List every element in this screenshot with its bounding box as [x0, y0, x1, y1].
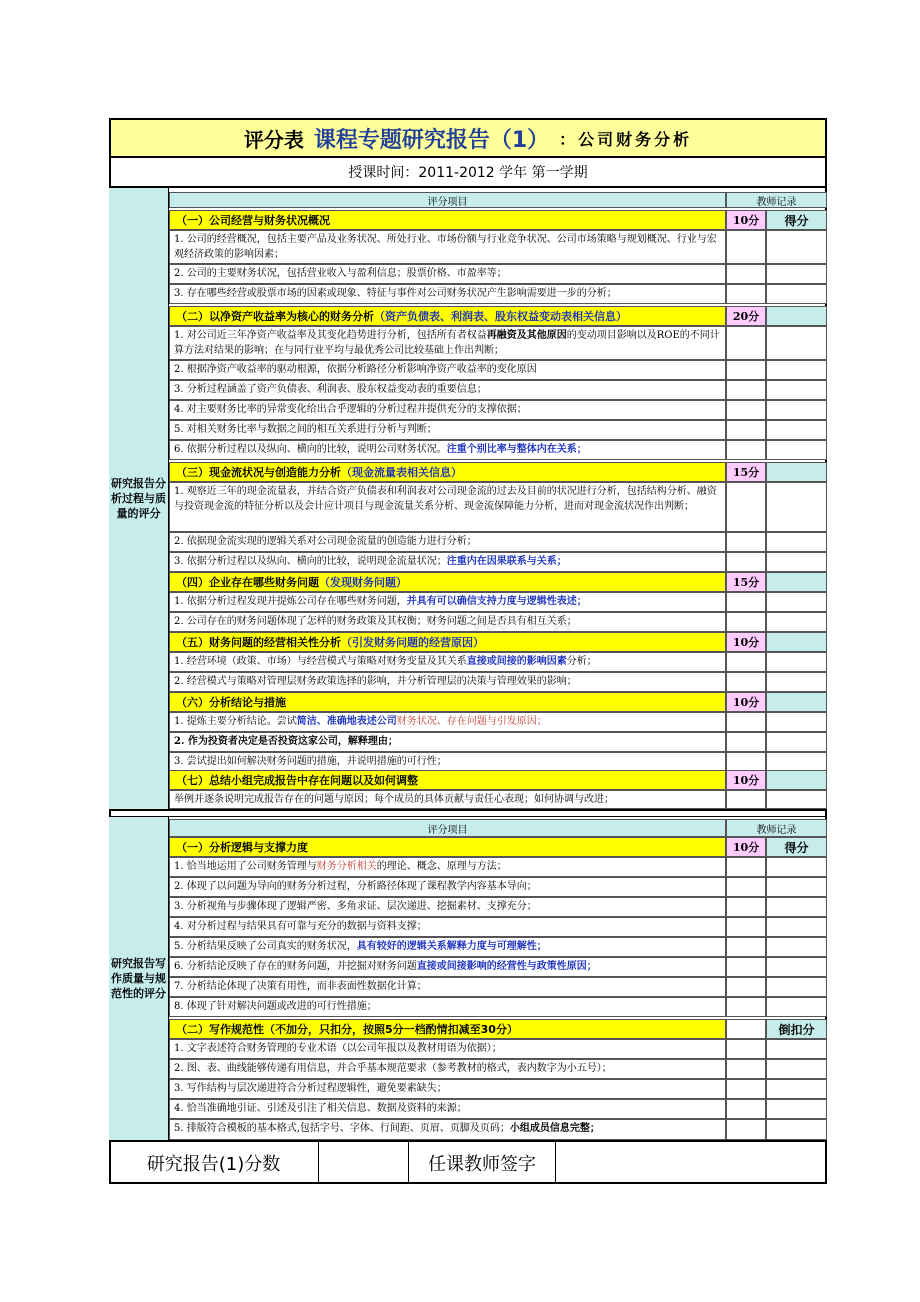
- item-text: 2. 体现了以问题为导向的财务分析过程，分析路径体现了课程教学内容基本导向；: [169, 877, 726, 897]
- score-cell[interactable]: [766, 612, 827, 632]
- category-title: （二）写作规范性（不加分，只扣分，按照5分一档酌情扣减至30分）: [169, 1019, 726, 1039]
- list-item: [169, 1099, 827, 1119]
- list-item: [169, 997, 827, 1017]
- list-item: [169, 917, 827, 937]
- points-cell[interactable]: [726, 612, 766, 632]
- points-cell[interactable]: [726, 264, 766, 284]
- item-text: [169, 552, 726, 572]
- score-label: 得分: [766, 210, 827, 230]
- list-item: [169, 1039, 827, 1059]
- score-cell[interactable]: [766, 482, 827, 532]
- points-cell[interactable]: [726, 482, 766, 532]
- list-item: [169, 380, 827, 400]
- list-item: [169, 732, 827, 752]
- points-cell[interactable]: [726, 592, 766, 612]
- item-text-a: 5. 分析结果反映了公司真实的财务状况，: [174, 941, 357, 952]
- section-label: 研究报告分析过程与质量的评分: [109, 188, 169, 809]
- score-cell[interactable]: [766, 230, 827, 264]
- score-cell[interactable]: [766, 652, 827, 672]
- list-item: [169, 977, 827, 997]
- category-points: 15分: [726, 462, 766, 482]
- list-item: [169, 592, 827, 612]
- item-text: [169, 652, 726, 672]
- item-text-a: 6. 分析结论反映了存在的财务问题，并挖掘对财务问题: [174, 961, 417, 972]
- score-cell[interactable]: [766, 572, 827, 592]
- category-row: [169, 572, 827, 592]
- item-text: 2. 根据净资产收益率的驱动根源，依据分析路径分析影响净资产收益率的变化原因: [169, 360, 726, 380]
- item-text: 7. 分析结论体现了决策有用性，而非表面性数据化计算；: [169, 977, 726, 997]
- page-title: [109, 118, 827, 158]
- category-title: [169, 632, 726, 652]
- item-text: [169, 326, 726, 360]
- item-text: 3. 写作结构与层次递进符合分析过程逻辑性，避免要素缺失；: [169, 1079, 726, 1099]
- score-cell[interactable]: [766, 692, 827, 712]
- item-text-b: 直接或间接的影响因素: [466, 656, 567, 667]
- item-text-c: 分析；: [566, 656, 597, 667]
- score-cell[interactable]: [766, 632, 827, 652]
- term-line: 授课时间：2011-2012 学年 第一学期: [109, 158, 827, 188]
- category-points: 20分: [726, 306, 766, 326]
- points-cell[interactable]: [726, 857, 766, 877]
- points-cell[interactable]: [726, 380, 766, 400]
- item-text: 2. 作为投资者决定是否投资这家公司，解释理由；: [169, 732, 726, 752]
- list-item: [169, 1119, 827, 1140]
- category-title-b: （发现财务问题）: [319, 576, 407, 589]
- section-analysis-quality: [109, 188, 827, 809]
- score-cell[interactable]: [766, 380, 827, 400]
- header-teacher: 教师记录: [726, 819, 827, 837]
- score-cell[interactable]: [766, 532, 827, 552]
- points-cell[interactable]: [726, 1059, 766, 1079]
- list-item: [169, 552, 827, 572]
- item-text: 3. 存在哪些经营或股票市场的因素或现象、特征与事件对公司财务状况产生影响需要进一步的分析；: [169, 284, 726, 304]
- item-text-b: 并具有可以确信支持力度与逻辑性表述；: [406, 596, 587, 607]
- score-cell[interactable]: [766, 997, 827, 1017]
- points-cell[interactable]: [726, 552, 766, 572]
- category-title: （六）分析结论与措施: [169, 692, 726, 712]
- title-main: 课程专题研究报告（1）: [313, 127, 550, 153]
- header-item: 评分项目: [169, 192, 726, 208]
- item-text: 4. 对分析过程与结果具有可靠与充分的数据与资料支撑；: [169, 917, 726, 937]
- list-item: [169, 532, 827, 552]
- score-cell[interactable]: [766, 592, 827, 612]
- category-row: [169, 632, 827, 652]
- item-text: [169, 1119, 726, 1140]
- points-cell[interactable]: [726, 284, 766, 304]
- item-text: [169, 937, 726, 957]
- list-item: [169, 400, 827, 420]
- score-cell[interactable]: [766, 770, 827, 790]
- teacher-sign-label: 任课教师签字: [409, 1142, 556, 1184]
- list-item: [169, 790, 827, 809]
- list-item: [169, 440, 827, 460]
- score-cell[interactable]: [766, 1039, 827, 1059]
- item-text: 3. 分析过程涵盖了资产负债表、利润表、股东权益变动表的重要信息；: [169, 380, 726, 400]
- points-cell[interactable]: [726, 1099, 766, 1119]
- score-cell[interactable]: [766, 937, 827, 957]
- score-cell[interactable]: [766, 284, 827, 304]
- score-cell[interactable]: [766, 360, 827, 380]
- score-cell[interactable]: [766, 326, 827, 360]
- points-cell[interactable]: [726, 230, 766, 264]
- item-text: 3. 分析视角与步骤体现了逻辑严密、多角求证、层次递进、挖掘素材、支撑充分；: [169, 897, 726, 917]
- item-text-b: 注重内在因果联系与关系；: [446, 556, 567, 567]
- score-cell[interactable]: [766, 897, 827, 917]
- section-writing-quality: [109, 817, 827, 1140]
- item-text: 2. 图、表、曲线能够传递有用信息，并合乎基本规范要求（参考教材的格式，表内数字为小五号）；: [169, 1059, 726, 1079]
- score-cell[interactable]: [766, 672, 827, 692]
- category-points: 10分: [726, 632, 766, 652]
- score-label: 倒扣分: [766, 1019, 827, 1039]
- score-cell[interactable]: [766, 306, 827, 326]
- score-cell[interactable]: [766, 877, 827, 897]
- item-text-c: 财务状况、存在问题与引发原因；: [396, 716, 547, 727]
- item-text-b: 简洁、准确地表述公司: [296, 716, 397, 727]
- points-cell[interactable]: [726, 897, 766, 917]
- table-header: [169, 819, 827, 837]
- list-item: [169, 937, 827, 957]
- item-text: 4. 恰当准确地引证、引述及引注了相关信息、数据及资料的来源；: [169, 1099, 726, 1119]
- list-item: [169, 857, 827, 877]
- list-item: [169, 612, 827, 632]
- item-text: 8. 体现了针对解决问题或改进的可行性措施；: [169, 997, 726, 1017]
- category-title-a: （二）以净资产收益率为核心的财务分析: [176, 310, 374, 323]
- points-cell[interactable]: [726, 877, 766, 897]
- score-label: 得分: [766, 837, 827, 857]
- category-title-a: （四）企业存在哪些财务问题: [176, 576, 319, 589]
- item-text-b: 注重个别比率与整体内在关系；: [446, 444, 587, 455]
- item-text-a: 1. 对公司近三年净资产收益率及其变化趋势进行分析，包括所有者权益: [174, 330, 487, 341]
- score-cell[interactable]: [766, 977, 827, 997]
- item-text: [169, 957, 726, 977]
- item-text: 5. 对相关财务比率与数据之间的相互关系进行分析与判断；: [169, 420, 726, 440]
- list-item: [169, 264, 827, 284]
- total-score-label: 研究报告(1)分数: [109, 1142, 319, 1184]
- item-text: 2. 公司的主要财务状况，包括营业收入与盈利信息；股票价格、市盈率等；: [169, 264, 726, 284]
- item-text: 2. 依据现金流实现的逻辑关系对公司现金流量的创造能力进行分析；: [169, 532, 726, 552]
- points-cell[interactable]: [726, 732, 766, 752]
- points-cell[interactable]: [726, 752, 766, 772]
- list-item: [169, 360, 827, 380]
- score-cell[interactable]: [766, 264, 827, 284]
- points-cell[interactable]: [726, 712, 766, 732]
- list-item: [169, 420, 827, 440]
- item-text: 1. 观察近三年的现金流量表，并结合资产负债表和利润表对公司现金流的过去及目前的状况进行分析，包括结构分析、融资与投资现金流的特征分析以及会计应计项目与现金流量关系分析、现金流保障能力分析，进而对现金流状况作出判断；: [169, 482, 726, 532]
- score-cell[interactable]: [766, 1119, 827, 1140]
- category-title-b: （现金流量表相关信息）: [341, 466, 462, 479]
- category-row: [169, 306, 827, 326]
- title-suffix: ：公司财务分析: [559, 129, 693, 149]
- item-text-c: 的理论、概念、原理与方法；: [376, 861, 507, 872]
- score-cell[interactable]: [766, 732, 827, 752]
- item-text: 3. 尝试提出如何解决财务问题的措施，并说明措施的可行性；: [169, 752, 726, 772]
- category-title: [169, 462, 726, 482]
- category-points: 10分: [726, 770, 766, 790]
- points-cell[interactable]: [726, 1039, 766, 1059]
- category-row: [169, 692, 827, 712]
- footer-row: [109, 1140, 827, 1184]
- points-cell[interactable]: [726, 420, 766, 440]
- list-item: [169, 672, 827, 692]
- category-title-b: （引发财务问题的经营原因）: [341, 636, 484, 649]
- item-text-a: 3. 依据分析过程以及纵向、横向的比较，说明现金流量状况；: [174, 556, 447, 567]
- points-cell[interactable]: [726, 360, 766, 380]
- category-points: 10分: [726, 692, 766, 712]
- list-item: [169, 284, 827, 304]
- category-points: 10分: [726, 210, 766, 230]
- item-text-a: 1. 提炼主要分析结论。尝试: [174, 716, 297, 727]
- list-item: [169, 652, 827, 672]
- points-cell[interactable]: [726, 937, 766, 957]
- section-divider: [109, 809, 827, 817]
- item-text-b: 直接或间接影响的经营性与政策性原因；: [416, 961, 597, 972]
- score-cell[interactable]: [766, 462, 827, 482]
- header-teacher: 教师记录: [726, 192, 827, 208]
- category-title-a: （五）财务问题的经营相关性分析: [176, 636, 341, 649]
- points-cell[interactable]: [726, 997, 766, 1017]
- score-cell[interactable]: [766, 1079, 827, 1099]
- category-points: 15分: [726, 572, 766, 592]
- item-text-b: 具有较好的逻辑关系解释力度与可理解性；: [356, 941, 547, 952]
- category-row: [169, 1019, 827, 1039]
- category-row: [169, 462, 827, 482]
- category-title: [169, 306, 726, 326]
- points-cell[interactable]: [726, 790, 766, 809]
- points-cell[interactable]: [726, 672, 766, 692]
- item-text-b: 财务分析相关: [316, 861, 377, 872]
- item-text-b: 再融资及其他原因: [486, 330, 567, 341]
- list-item: [169, 1059, 827, 1079]
- teacher-sign-field[interactable]: [556, 1142, 827, 1184]
- table-header: [169, 192, 827, 208]
- category-title: （一）分析逻辑与支撑力度: [169, 837, 726, 857]
- score-cell[interactable]: [766, 1099, 827, 1119]
- item-text-a: 1. 依据分析过程发现并提炼公司存在哪些财务问题，: [174, 596, 407, 607]
- score-cell[interactable]: [766, 420, 827, 440]
- item-text-a: 5. 排版符合模板的基本格式,包括字号、字体、行间距、页眉、页脚及页码；: [174, 1123, 510, 1134]
- item-text-a: 1. 经营环境（政策、市场）与经营模式与策略对财务变量及其关系: [174, 656, 467, 667]
- list-item: [169, 752, 827, 772]
- list-item: [169, 230, 827, 264]
- score-cell[interactable]: [766, 957, 827, 977]
- category-title-a: （三）现金流状况与创造能力分析: [176, 466, 341, 479]
- list-item: [169, 897, 827, 917]
- category-title-b: （资产负债表、利润表、股东权益变动表相关信息）: [374, 310, 627, 323]
- points-cell[interactable]: [726, 400, 766, 420]
- category-row: [169, 837, 827, 857]
- item-text: 2. 经营模式与策略对管理层财务政策选择的影响，并分析管理层的决策与管理效果的影响；: [169, 672, 726, 692]
- points-cell[interactable]: [726, 532, 766, 552]
- score-cell[interactable]: [766, 752, 827, 772]
- score-cell[interactable]: [766, 400, 827, 420]
- item-text: [169, 857, 726, 877]
- category-title: （一）公司经营与财务状况概况: [169, 210, 726, 230]
- points-cell[interactable]: [726, 957, 766, 977]
- score-cell[interactable]: [766, 917, 827, 937]
- score-cell[interactable]: [766, 552, 827, 572]
- category-title: （七）总结小组完成报告中存在问题以及如何调整: [169, 770, 726, 790]
- header-item: 评分项目: [169, 819, 726, 837]
- item-text: 举例并逐条说明完成报告存在的问题与原因；每个成员的具体贡献与责任心表现；如何协调与改进；: [169, 790, 726, 809]
- points-cell[interactable]: [726, 652, 766, 672]
- list-item: [169, 326, 827, 360]
- score-cell[interactable]: [766, 1059, 827, 1079]
- total-score-field[interactable]: [319, 1142, 409, 1184]
- points-cell[interactable]: [726, 977, 766, 997]
- item-text: [169, 712, 726, 732]
- score-cell[interactable]: [766, 440, 827, 460]
- score-cell[interactable]: [766, 857, 827, 877]
- item-text-c: 的变动项目影响以及ROE的不同计算方法对结果的影响；在与同行业平均与最优秀公司比较基础上作出判断；: [174, 330, 720, 356]
- item-text: 2. 公司存在的财务问题体现了怎样的财务政策及其权衡；财务问题之间是否具有相互关系；: [169, 612, 726, 632]
- points-cell[interactable]: [726, 326, 766, 360]
- category-row: [169, 210, 827, 230]
- points-cell[interactable]: [726, 1019, 766, 1039]
- list-item: [169, 1079, 827, 1099]
- points-cell[interactable]: [726, 1119, 766, 1140]
- item-text: [169, 440, 726, 460]
- item-text: 1. 公司的经营概况，包括主要产品及业务状况、所处行业、市场份额与行业竞争状况、公司市场策略与规划概况、行业与宏观经济政策的影响因素；: [169, 230, 726, 264]
- list-item: [169, 712, 827, 732]
- item-text-a: 1. 恰当地运用了公司财务管理与: [174, 861, 317, 872]
- score-cell[interactable]: [766, 712, 827, 732]
- item-text-b: 小组成员信息完整；: [509, 1123, 600, 1134]
- list-item: [169, 482, 827, 532]
- points-cell[interactable]: [726, 917, 766, 937]
- list-item: [169, 957, 827, 977]
- list-item: [169, 877, 827, 897]
- category-row: [169, 770, 827, 790]
- category-points: 10分: [726, 837, 766, 857]
- item-text-a: 6. 依据分析过程以及纵向、横向的比较，说明公司财务状况。: [174, 444, 447, 455]
- category-title: [169, 572, 726, 592]
- item-text: [169, 592, 726, 612]
- points-cell[interactable]: [726, 440, 766, 460]
- item-text: 1. 文字表述符合财务管理的专业术语（以公司年报以及教材用语为依据）；: [169, 1039, 726, 1059]
- points-cell[interactable]: [726, 1079, 766, 1099]
- title-prefix: 评分表: [243, 127, 304, 152]
- item-text: 4. 对主要财务比率的异常变化给出合乎逻辑的分析过程并提供充分的支撑依据；: [169, 400, 726, 420]
- section-label: 研究报告写作质量与规范性的评分: [109, 817, 169, 1140]
- score-cell[interactable]: [766, 790, 827, 809]
